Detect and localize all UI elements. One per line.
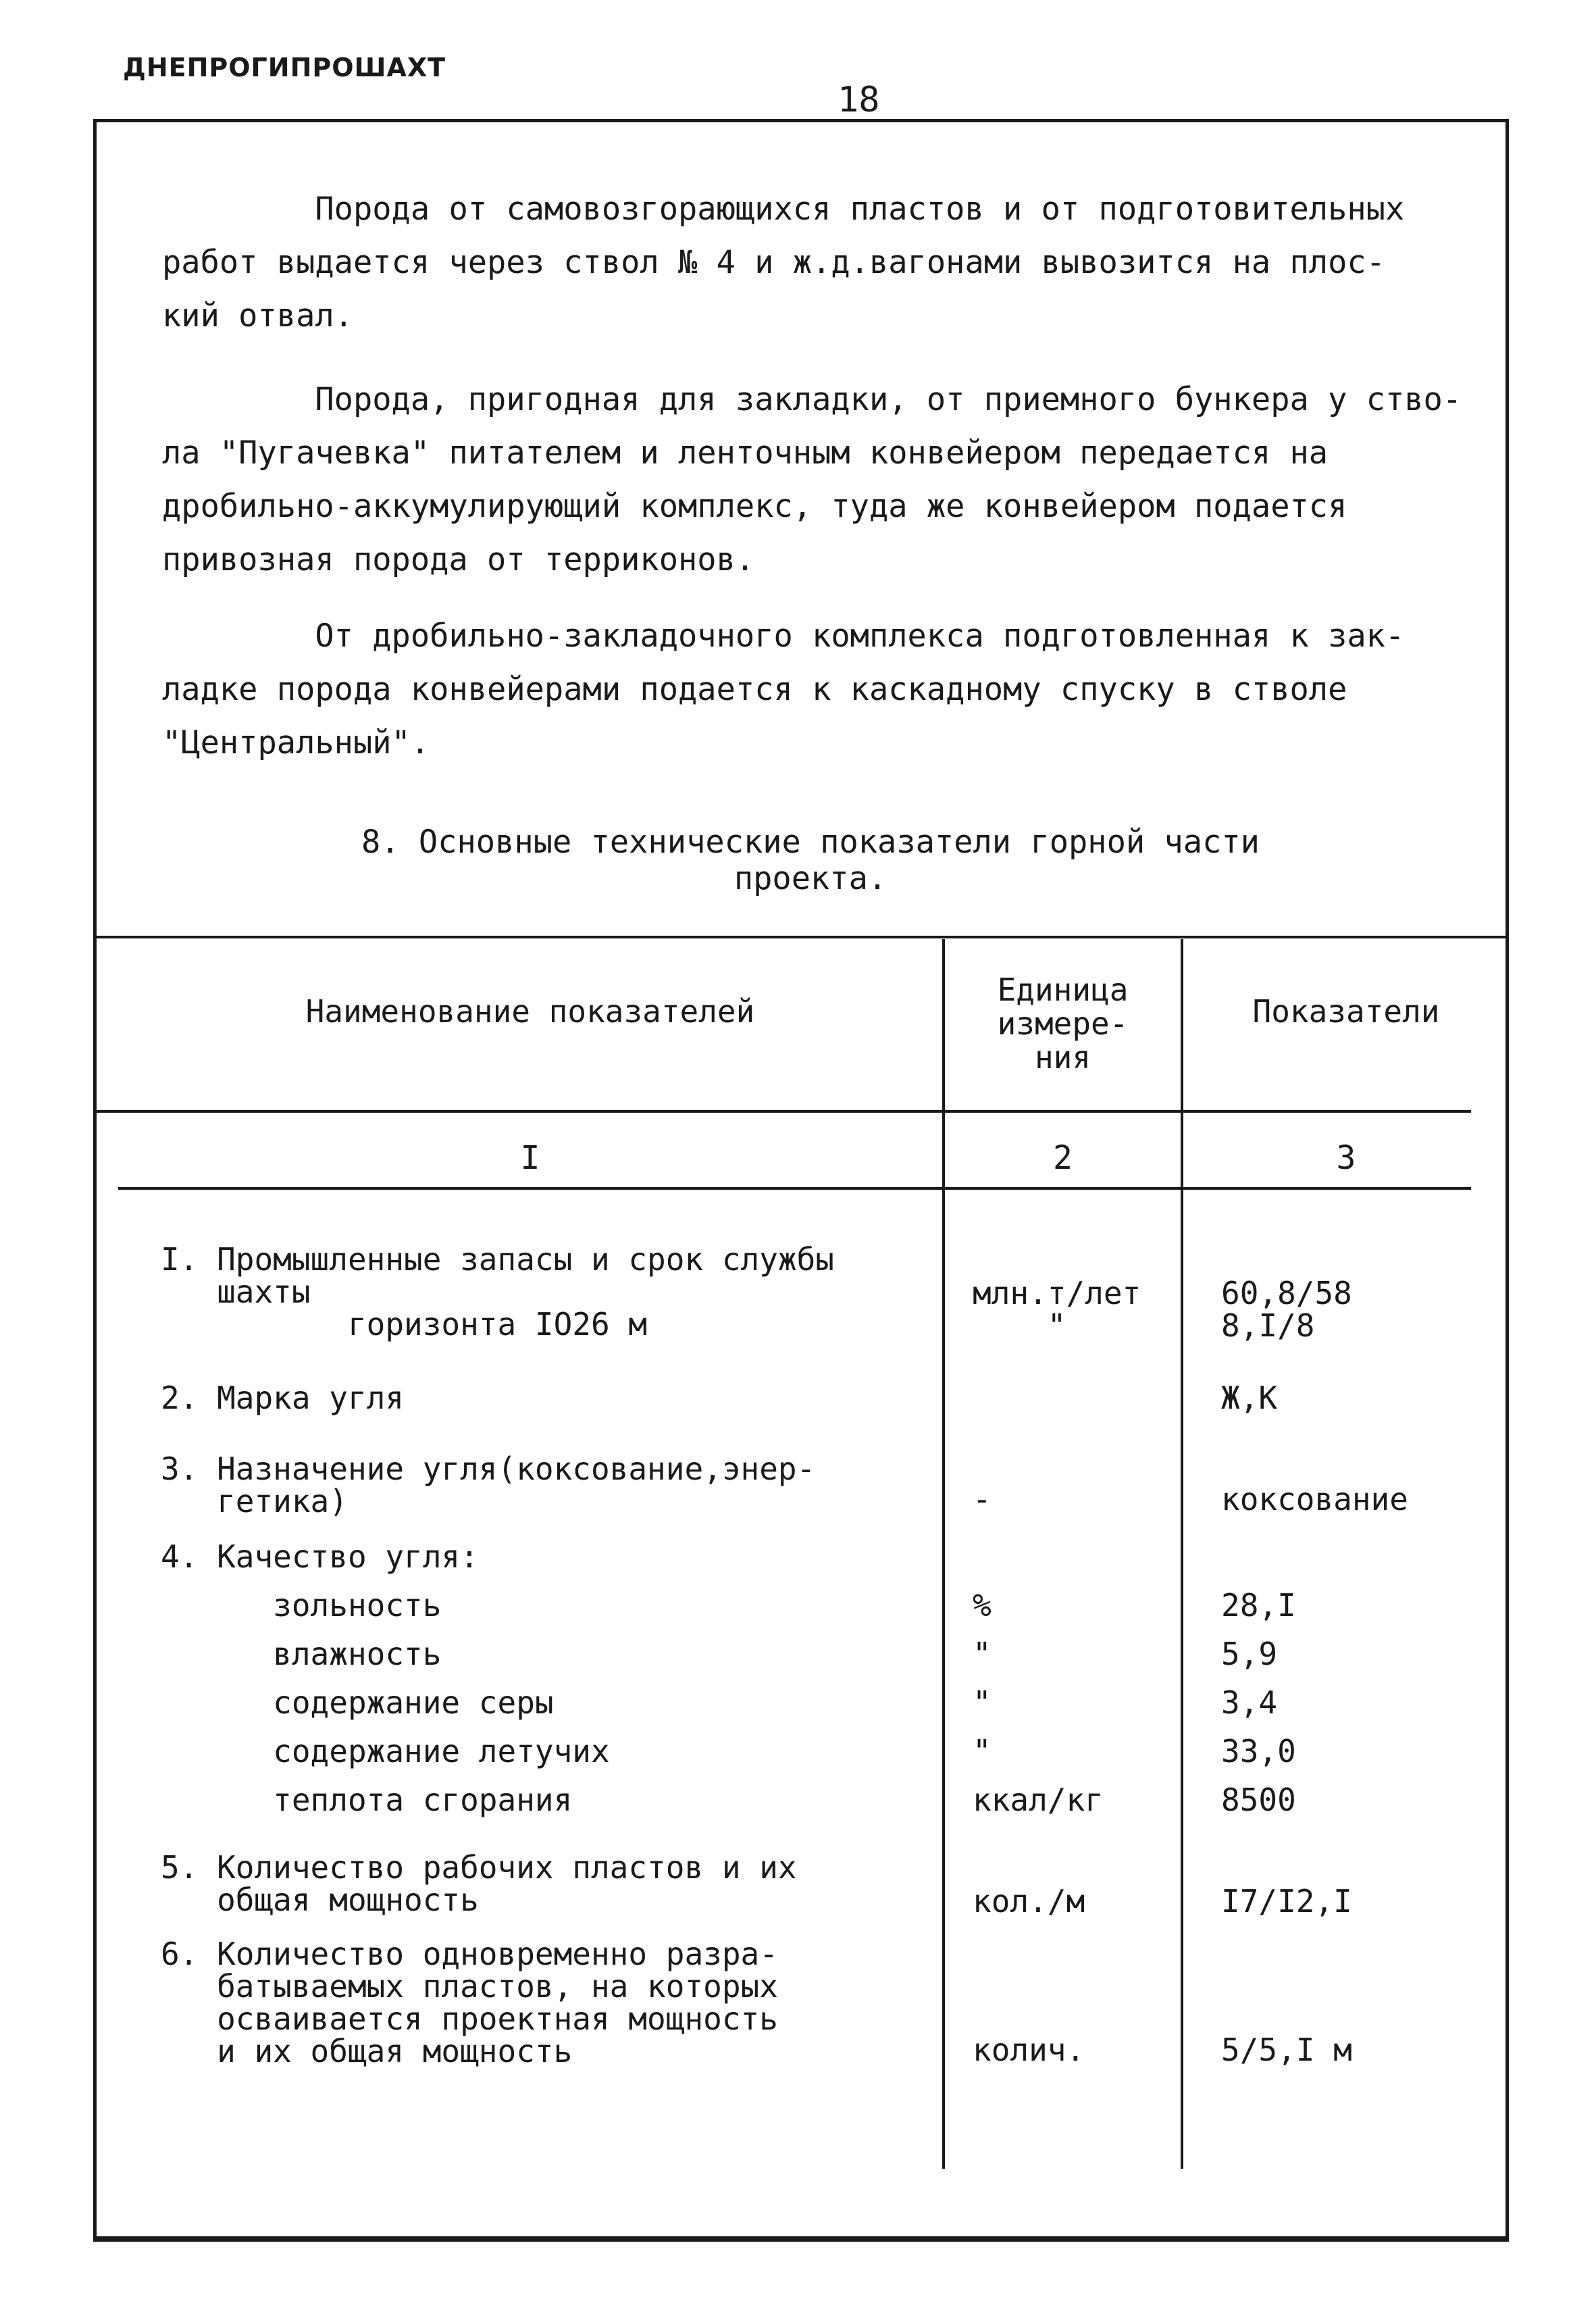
organization-name: ДНЕПРОГИПРОШАХТ: [123, 53, 446, 82]
row-7-unit: ": [973, 1684, 992, 1721]
row-5-unit: %: [973, 1587, 992, 1624]
header-name: Наименование показателей: [305, 993, 755, 1030]
row-11-value: 5/5,I м: [1221, 2032, 1352, 2068]
row-8-value: 33,0: [1221, 1733, 1296, 1769]
section-heading: 8. Основные технические показатели горной части проекта.: [361, 824, 1260, 897]
row-7-value: 3,4: [1221, 1684, 1278, 1721]
row-10-name: 5. Количество рабочих пластов и их общая мощность: [161, 1849, 797, 1918]
row-3-value: коксование: [1221, 1481, 1408, 1517]
row-6-unit: ": [973, 1636, 992, 1672]
row-10-unit: кол./м: [973, 1883, 1085, 1919]
row-8-name: содержание летучих: [161, 1733, 610, 1769]
table-colnum-line: [118, 1187, 1471, 1190]
row-9-unit: ккал/кг: [973, 1782, 1104, 1818]
paragraph-crushing-complex: От дробильно-закладочного комплекса подготовленная к зак- ладке порода конвейерами подается к каскадному спуску в стволе "Центральный".: [162, 618, 1405, 761]
row-1-value: 60,8/58 8,I/8: [1221, 1275, 1352, 1344]
header-unit: Единица измере- ния: [997, 972, 1129, 1076]
row-10-value: I7/I2,I: [1221, 1883, 1352, 1919]
row-6-name: влажность: [161, 1636, 442, 1672]
row-8-unit: ": [973, 1733, 992, 1769]
table-divider-1: [942, 939, 945, 2169]
row-5-value: 28,I: [1221, 1587, 1296, 1624]
row-9-value: 8500: [1221, 1782, 1296, 1818]
row-2-name: 2. Марка угля: [161, 1380, 405, 1416]
column-number-1: I: [520, 1139, 540, 1177]
table-top-line: [93, 936, 1509, 938]
row-7-name: содержание серы: [161, 1684, 554, 1721]
row-9-name: теплота сгорания: [161, 1782, 573, 1818]
column-number-2: 2: [1053, 1139, 1073, 1177]
row-2-value: Ж,К: [1221, 1380, 1278, 1416]
paragraph-rock-disposal: Порода от самовозгорающихся пластов и от подготовительных работ выдается через ствол № 4 и ж.д.вагонами вывозится на плос- кий отвал.: [162, 191, 1405, 334]
paragraph-backfill-rock: Порода, пригодная для закладки, от приемного бункера у ство- ла "Пугачевка" питателем и ленточным конвейером передается на дробильно-аккумулирующий комплекс, туда же конвейером подается привозная порода от терриконов.: [162, 381, 1462, 578]
header-value: Показатели: [1252, 993, 1440, 1030]
column-number-3: 3: [1336, 1139, 1356, 1177]
row-1-unit: млн.т/лет ": [973, 1275, 1141, 1344]
row-3-unit: -: [973, 1481, 992, 1517]
row-4-name: 4. Качество угля:: [161, 1538, 479, 1575]
row-6-value: 5,9: [1221, 1636, 1278, 1672]
row-11-unit: колич.: [973, 2032, 1085, 2068]
page-number: 18: [838, 80, 880, 120]
table-bottom-line: [93, 2236, 1509, 2239]
table-divider-2: [1181, 939, 1183, 2169]
row-11-name: 6. Количество одновременно разра- батываемых пластов, на которых осваивается проектная мощность и их общая мощность: [161, 1936, 778, 2069]
table-header-line: [93, 1110, 1471, 1113]
row-5-name: зольность: [161, 1587, 442, 1624]
row-3-name: 3. Назначение угля(коксование,энер- гетика): [161, 1451, 816, 1519]
row-1-name: I. Промышленные запасы и срок службы шахты горизонта IO26 м: [161, 1241, 834, 1342]
